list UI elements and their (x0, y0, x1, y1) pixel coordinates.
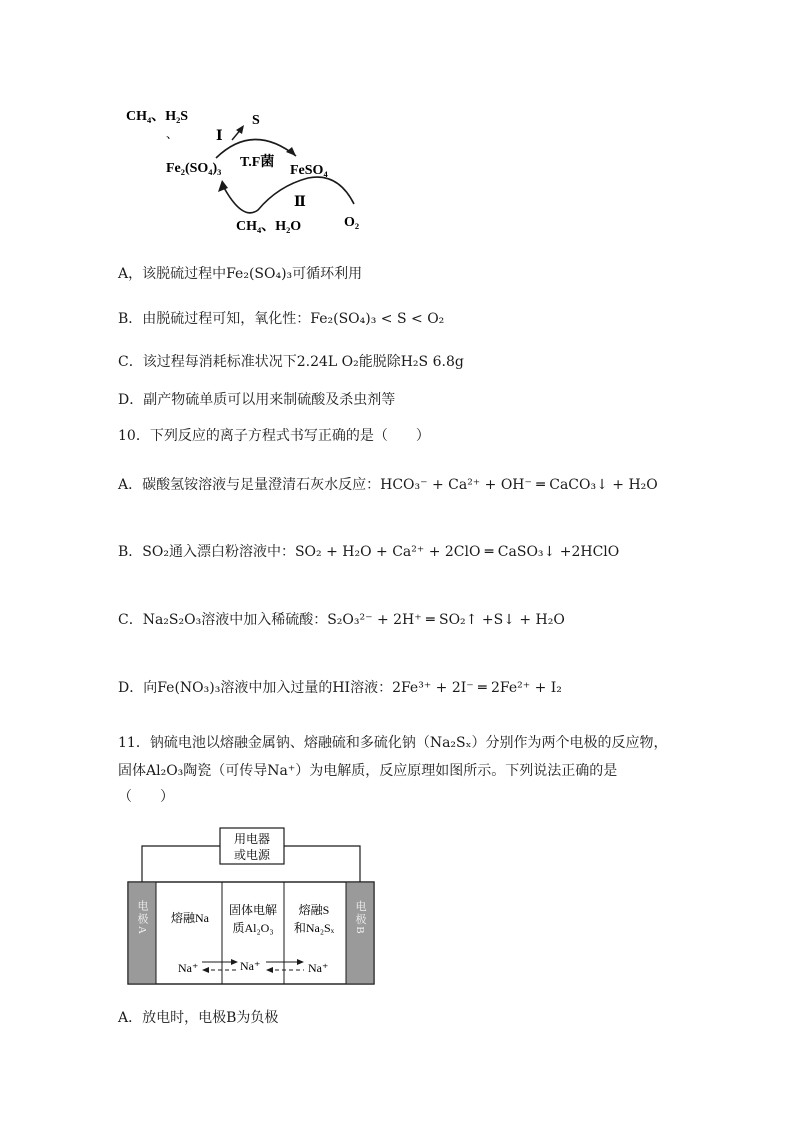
q9-option-a: A，该脱硫过程中Fe₂(SO₄)₃可循环利用 (118, 266, 363, 282)
external-circuit-wire-right (284, 846, 360, 882)
q9-option-b: B．由脱硫过程可知，氧化性：Fe₂(SO₄)₃ < S < O₂ (118, 311, 445, 327)
oxygen-label: O₂ (344, 215, 360, 230)
electrolyte-label-line-1: 固体电解 (228, 903, 278, 917)
molten-s-label-line-1: 熔融S (298, 903, 330, 917)
step-1-label: Ⅰ (216, 129, 223, 144)
catalyst-label: T.F菌 (240, 155, 275, 170)
ferrous-sulfate-label: FeSO₄ (290, 163, 328, 178)
electrode-b-label: 电极B (354, 900, 366, 936)
comma-mark: 、 (166, 127, 179, 141)
electrode-a-label: 电极A (136, 900, 148, 936)
lower-arc-arrow (222, 177, 354, 213)
q9-option-c: C．该过程每消耗标准状况下2.24L O₂能脱除H₂S 6.8g (118, 354, 464, 370)
load-label-line-1: 用电器 (233, 832, 271, 846)
q11-stem-line-1: 11．钠硫电池以熔融金属钠、熔融硫和多硫化钠（Na₂Sₓ）分别作为两个电极的反应物， (118, 735, 668, 751)
molten-s-label-line-2: 和Na₂Sₓ (293, 921, 335, 935)
upper-arc-arrowhead (286, 147, 296, 156)
sulfur-product-label: S (252, 113, 260, 128)
lower-arc-arrowhead (218, 180, 228, 192)
q10-option-b: B．SO₂通入漂白粉溶液中：SO₂ + H₂O + Ca²⁺ + 2ClO ═ CaSO₃↓ +2HClO (118, 544, 620, 560)
molten-na-label: 熔融Na (171, 911, 209, 925)
q10-option-d: D．向Fe(NO₃)₃溶液中加入过量的HI溶液：2Fe³⁺ + 2I⁻ ═ 2Fe²⁺ + I₂ (118, 680, 562, 696)
electrolyte-label-line-2: 质Al₂O₃ (232, 921, 274, 935)
q10-option-c: C．Na₂S₂O₃溶液中加入稀硫酸：S₂O₃²⁻ + 2H⁺ ═ SO₂↑ +S↓ + H₂O (118, 612, 565, 628)
q11-stem-line-2: 固体Al₂O₃陶瓷（可传导Na⁺）为电解质，反应原理如图所示。下列说法正确的是 (118, 763, 618, 779)
sulfur-branch-arrowhead (236, 125, 244, 134)
ion-right-label: Na⁺ (308, 961, 329, 975)
q10-option-a: A．碳酸氢铵溶液与足量澄清石灰水反应：HCO₃⁻ + Ca²⁺ + OH⁻ ═ CaCO₃↓ + H₂O (118, 477, 658, 493)
q11-option-a: A．放电时，电极B为负极 (118, 1010, 279, 1026)
reactants-top-label: CH₄、H₂S (126, 109, 189, 124)
desulfurization-cycle-diagram (118, 100, 378, 240)
ferric-sulfate-label: Fe₂(SO₄)₃ (166, 161, 222, 176)
ion-left-label: Na⁺ (178, 961, 199, 975)
q9-option-d: D．副产物硫单质可以用来制硫酸及杀虫剂等 (118, 392, 396, 408)
bottom-left-label: CH₄、H₂O (236, 219, 302, 234)
q11-stem-line-3: （ ） (118, 789, 174, 805)
q10-stem: 10．下列反应的离子方程式书写正确的是（ ） (118, 428, 430, 444)
load-label-line-2: 或电源 (233, 848, 271, 862)
step-2-label: Ⅱ (294, 195, 306, 210)
ion-mid-label: Na⁺ (240, 959, 261, 973)
external-circuit-wire (142, 846, 220, 882)
sodium-sulfur-battery-diagram (126, 826, 378, 992)
